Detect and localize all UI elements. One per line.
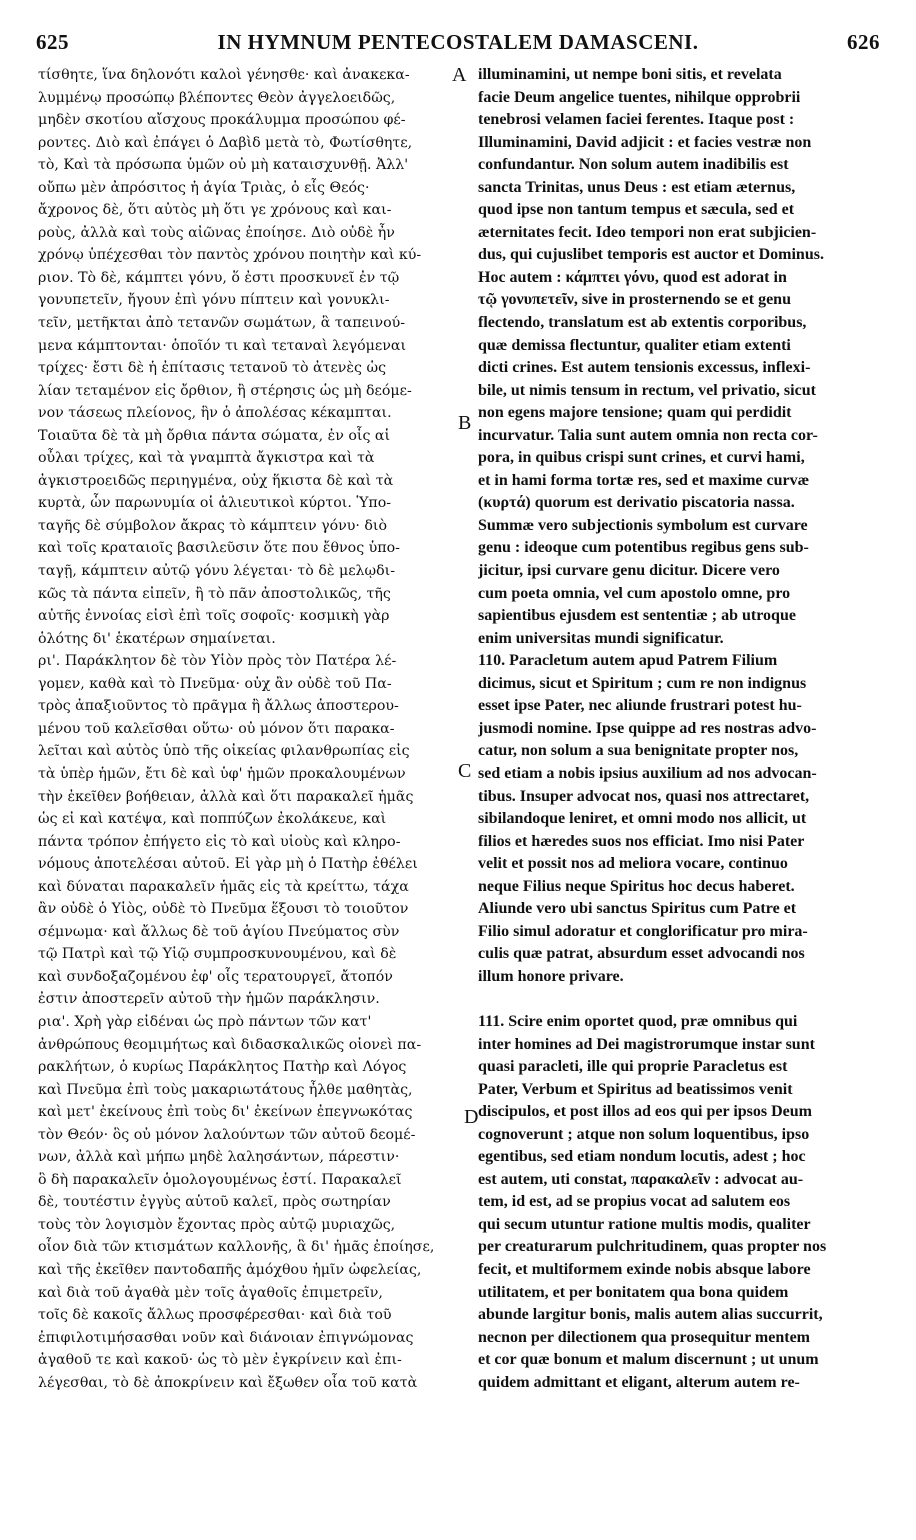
latin-text-column bbox=[478, 64, 878, 1394]
greek-text-line: ἂν οὐδὲ ὁ Υἱὸς, οὐδὲ τὸ Πνεῦμα ἕξουσι τὸ τοιοῦτον bbox=[38, 901, 409, 918]
latin-text-line: qui secum utuntur ratione multis modis, qualiter bbox=[478, 1215, 811, 1233]
greek-text-line: καὶ τοῖς κραταιοῖς βασιλεῦσιν ὅτε που ἔθνος ὑπο- bbox=[38, 540, 400, 557]
greek-text-line: νόμους ἀποτελέσαι αὐτοῦ. Εἰ γὰρ μὴ ὁ Πατὴρ ἐθέλει bbox=[38, 856, 418, 873]
page-number-left: 625 bbox=[36, 30, 69, 54]
latin-text-line: sed etiam a nobis ipsius auxilium ad nos advocan- bbox=[478, 764, 817, 782]
greek-text-line: ταγῇ, κάμπτειν αὐτῷ γόνυ λέγεται· τὸ δὲ μελῳδι- bbox=[38, 563, 396, 580]
latin-text-line: pora, in quibus crispi sunt crines, et curvi hami, bbox=[478, 449, 805, 467]
greek-text-line: τὸν Θεόν· ὃς οὐ μόνον λαλούντων τῶν αὐτοῦ δεομέ- bbox=[38, 1126, 416, 1143]
latin-text-line: jusmodi nomine. Ipse quippe ad res nostras advo- bbox=[478, 719, 817, 737]
latin-text-line: enim universitas mundi significatur. bbox=[478, 629, 724, 647]
greek-text-line: οἷον διὰ τῶν κτισμάτων καλλονῆς, ἃ δι' ἡμᾶς ἐποίησε, bbox=[38, 1239, 435, 1256]
latin-text-line: sapientibus ejusdem est sententiæ ; ab utroque bbox=[478, 607, 796, 625]
greek-text-line: αὐτῆς ἐννοίας εἰσὶ ἐπὶ τοῖς σοφοῖς· κοσμικὴ γὰρ bbox=[38, 608, 390, 625]
latin-text-line: tenebrosi velamen faciei ferentes. Itaque post : bbox=[478, 111, 795, 129]
greek-text-line: ρι'. Παράκλητον δὲ τὸν Υἱὸν πρὸς τὸν Πατέρα λέ- bbox=[38, 653, 397, 670]
latin-text-line: (κυρτά) quorum est derivatio piscatoria nassa. bbox=[478, 494, 795, 512]
latin-text-line: dicimus, sicut et Spiritum ; cum re non indignus bbox=[478, 674, 807, 692]
latin-text-line: illum honore privare. bbox=[478, 967, 624, 985]
latin-text-line: culis quæ patrat, absurdum esset advocandi nos bbox=[478, 945, 805, 963]
latin-text-line: cum poeta omnia, vel cum apostolo omne, pro bbox=[478, 584, 791, 602]
greek-text-line: ἐπιφιλοτιμήσασθαι νοῦν καὶ διάνοιαν ἐπιγνώμονας bbox=[38, 1329, 414, 1346]
greek-text-line: γονυπετεῖν, ἤγουν ἐπὶ γόνυ πίπτειν καὶ γονυκλι- bbox=[38, 292, 390, 309]
section-marker-a: A bbox=[452, 64, 467, 86]
latin-text-line: Summæ vero subjectionis symbolum est curvare bbox=[478, 516, 808, 534]
greek-text-line: ροντες. Διὸ καὶ ἐπάγει ὁ Δαβὶδ μετὰ τὸ, Φωτίσθητε, bbox=[38, 134, 413, 151]
latin-text-line: incurvatur. Talia sunt autem omnia non recta cor- bbox=[478, 426, 818, 444]
page-number-right: 626 bbox=[847, 30, 880, 54]
greek-text-line: οὔπω μὲν ἀπρόσιτος ἡ ἁγία Τριὰς, ὁ εἷς Θεός· bbox=[38, 179, 370, 196]
greek-text-line: πάντα τρόπον ἐπήγετο εἰς τὸ καὶ υἱοὺς καὶ κληρο- bbox=[38, 833, 401, 850]
page-header bbox=[36, 30, 880, 60]
section-marker-c: C bbox=[458, 760, 472, 782]
greek-text-line: λέγεσθαι, τὸ δὲ ἀποκρίνειν καὶ ἔξωθεν οἷα τοῦ κατὰ bbox=[38, 1374, 418, 1391]
latin-text-line: sancta Trinitas, unus Deus : est etiam æternus, bbox=[478, 178, 796, 196]
greek-text-line: ρια'. Χρὴ γὰρ εἰδέναι ὡς πρὸ πάντων τῶν κατ' bbox=[38, 1013, 372, 1030]
latin-text-line: quod ipse non tantum tempus et sæcula, sed et bbox=[478, 201, 795, 219]
section-marker-b: B bbox=[458, 412, 472, 434]
latin-text-line: Filio simul adoratur et conglorificatur pro mira- bbox=[478, 922, 808, 940]
latin-text-line: per creaturarum pulchritudinem, quas propter nos bbox=[478, 1238, 827, 1256]
greek-text-line: νων, ἀλλὰ καὶ μήπω μηδὲ λαλησάντων, πάρεστιν· bbox=[38, 1149, 400, 1166]
latin-text-line: non egens majore tensione; quam qui perdidit bbox=[478, 404, 792, 422]
latin-text-line: genu : ideoque cum potentibus regibus gens sub- bbox=[478, 539, 809, 557]
latin-text-line: et in hami forma tortæ res, sed et maxime curvæ bbox=[478, 471, 810, 489]
greek-text-line: τὴν ἐκεῖθεν βοήθειαν, ἀλλὰ καὶ ὅτι παρακαλεῖ ἡμᾶς bbox=[38, 788, 414, 805]
greek-text-line: ρακλήτων, ὁ κυρίως Παράκλητος Πατὴρ καὶ Λόγος bbox=[38, 1059, 407, 1076]
greek-text-line: μηδὲν σκοτίου αἴσχους προκάλυμμα προσώπου φέ- bbox=[38, 112, 406, 129]
latin-text-line: confundantur. Non solum autem inadibilis est bbox=[478, 156, 789, 174]
greek-text-line: καὶ δύναται παρακαλεῖν ἡμᾶς εἰς τὰ κρείττω, τάχα bbox=[38, 878, 409, 895]
greek-text-line: ροὺς, ἀλλὰ καὶ τοὺς αἰῶνας ἐποίησε. Διὸ οὐδὲ ἦν bbox=[38, 224, 395, 241]
section-marker-d: D bbox=[464, 1106, 479, 1128]
greek-text-line: τεῖν, μετῆκται ἀπὸ τετανῶν σωμάτων, ἃ ταπεινού- bbox=[38, 315, 406, 332]
greek-text-line: λυμμένῳ προσώπῳ βλέποντες Θεὸν ἀγγελοειδῶς, bbox=[38, 89, 396, 106]
latin-text-line: flectendo, translatum est ab extentis corporibus, bbox=[478, 314, 807, 332]
greek-text-line: μένου τοῦ καλεῖσθαι οὕτω· οὐ μόνον ὅτι παρακα- bbox=[38, 720, 395, 737]
greek-text-line: ὁλότης δι' ἑκατέρων σημαίνεται. bbox=[38, 630, 276, 647]
greek-text-line: γομεν, καθὰ καὶ τὸ Πνεῦμα· οὐχ ἂν οὐδὲ τοῦ Πα- bbox=[38, 675, 392, 692]
greek-text-line: τίσθητε, ἵνα δηλονότι καλοὶ γένησθε· καὶ ἀνακεκα- bbox=[38, 67, 410, 83]
latin-text-line: Pater, Verbum et Spiritus ad beatissimos venit bbox=[478, 1080, 793, 1098]
greek-text-line: καὶ τῆς ἐκεῖθεν παντοδαπῆς ἀμόχθου ἡμῖν ὠφελείας, bbox=[38, 1261, 422, 1278]
latin-text-line: bile, ut nimis tensum in rectum, vel privatio, sicut bbox=[478, 381, 816, 399]
greek-text-line: σέμνωμα· καὶ ἄλλως δὲ τοῦ ἁγίου Πνεύματος σὺν bbox=[38, 923, 400, 940]
latin-text-line: catur, non solum a sua benignitate propter nos, bbox=[478, 742, 799, 760]
greek-text-line: ὃ δὴ παρακαλεῖν ὁμολογουμένως ἐστί. Παρακαλεῖ bbox=[38, 1171, 402, 1188]
greek-text-line: μενα κάμπτονται· ὁποῖόν τι καὶ τεταναὶ λεγόμεναι bbox=[38, 337, 407, 354]
greek-text-line: κυρτὰ, ὧν παρωνυμία οἱ ἁλιευτικοὶ κύρτοι. Ὑπο- bbox=[38, 495, 392, 512]
latin-text-line: dicti crines. Est autem tensionis excessus, inflexi- bbox=[478, 359, 811, 377]
greek-text-line: οὖλαι τρίχες, καὶ τὰ γναμπτὰ ἄγκιστρα καὶ τὰ bbox=[38, 450, 375, 467]
greek-text-line: λίαν τεταμένον εἰς ὄρθιον, ἢ στέρησις ὡς μὴ δεόμε- bbox=[38, 382, 412, 399]
latin-text-line: quasi paracleti, ille qui proprie Paracletus est bbox=[478, 1058, 788, 1076]
latin-text-line: egentibus, sed etiam nondum locutis, adest ; hoc bbox=[478, 1148, 806, 1166]
latin-text-line: Aliunde vero ubi sanctus Spiritus cum Patre et bbox=[478, 900, 797, 918]
greek-text-line: ριον. Τὸ δὲ, κάμπτει γόνυ, ὅ ἐστι προσκυνεῖ ἐν τῷ bbox=[38, 269, 400, 286]
latin-text-line: et cor quæ bonum et malum discernunt ; ut unum bbox=[478, 1351, 819, 1369]
latin-text-line: tibus. Insuper advocat nos, quasi nos attrectaret, bbox=[478, 787, 810, 805]
running-title: IN HYMNUM PENTECOSTALEM DAMASCENI. bbox=[217, 30, 699, 54]
latin-text-line: neque Filius neque Spiritus hoc decus haberet. bbox=[478, 877, 795, 895]
latin-text-line: tem, id est, ad se propius vocat ad salutem eos bbox=[478, 1193, 791, 1211]
latin-text-line: abunde largitur bonis, malis autem alias succurrit, bbox=[478, 1306, 823, 1324]
greek-text-line: ἄχρονος δὲ, ὅτι αὐτὸς μὴ ὅτι γε χρόνους καὶ και- bbox=[38, 202, 392, 219]
latin-text-line: Illuminamini, David adjicit : et facies vestræ non bbox=[478, 133, 812, 151]
greek-text-line: ταγῆς δὲ σύμβολον ἄκρας τὸ κάμπτειν γόνυ· διὸ bbox=[38, 517, 388, 534]
greek-text-line: τρίχες· ἔστι δὲ ἡ ἐπίτασις τετανοῦ τὸ ἀτενὲς ὡς bbox=[38, 360, 387, 377]
greek-text-line: λεῖται καὶ αὐτὸς ὑπὸ τῆς οἰκείας φιλανθρωπίας εἰς bbox=[38, 743, 410, 760]
latin-text-line: inter homines ad Dei magistrorumque instar sunt bbox=[478, 1035, 815, 1053]
greek-text-line: τὰ ὑπὲρ ἡμῶν, ἔτι δὲ καὶ ὑφ' ἡμῶν προκαλουμένων bbox=[38, 765, 406, 782]
latin-text-line: discipulos, et post illos ad eos qui per ipsos Deum bbox=[478, 1103, 812, 1121]
greek-text-line: ὡς εἰ καὶ κατέψα, καὶ ποππύζων ἐκολάκευε, καὶ bbox=[38, 811, 387, 828]
latin-text-line: Hoc autem : κάμπτει γόνυ, quod est adorat in bbox=[478, 268, 787, 286]
greek-text-line: ἀγαθοῦ τε καὶ κακοῦ· ὡς τὸ μὲν ἐγκρίνειν καὶ ἐπι- bbox=[38, 1352, 402, 1369]
greek-text-line: Τοιαῦτα δὲ τὰ μὴ ὄρθια πάντα σώματα, ἐν οἷς αἱ bbox=[38, 427, 391, 444]
greek-text-line: ἐστιν ἀποστερεῖν αὐτοῦ τὴν ἡμῶν παράκλησιν. bbox=[38, 991, 380, 1008]
latin-text-line: necnon per dilectionem qua prosequitur mentem bbox=[478, 1328, 811, 1346]
latin-text-line: τῷ γονυπετεῖν, sive in prosternendo se et genu bbox=[478, 291, 791, 309]
greek-text-line: τῷ Πατρὶ καὶ τῷ Υἱῷ συμπροσκυνουμένου, καὶ δὲ bbox=[38, 946, 397, 963]
greek-text-column bbox=[38, 64, 454, 1394]
greek-text-line: ἀγκιστροειδῶς περιηγμένα, οὐχ ἥκιστα δὲ καὶ τὰ bbox=[38, 472, 394, 489]
greek-text-line: χρόνῳ ὑπέχεσθαι τὸν παντὸς χρόνου ποιητὴν καὶ κύ- bbox=[38, 247, 422, 264]
greek-text-line: δὲ, τουτέστιν ἐγγὺς αὑτοῦ καλεῖ, πρὸς σωτηρίαν bbox=[38, 1194, 391, 1211]
greek-text-line: τρὸς ἀπαξιοῦντος τὸ πρᾶγμα ἢ ἄλλως ἀποστερου- bbox=[38, 698, 399, 715]
latin-text-line: 110. Paracletum autem apud Patrem Filium bbox=[478, 652, 778, 670]
paragraph-gap bbox=[478, 988, 878, 1011]
latin-text-line: filios et hæredes suos nos efficiat. Imo nisi Pater bbox=[478, 832, 805, 850]
greek-text-line: τοῖς δὲ κακοῖς ἄλλως προσφέρεσθαι· καὶ διὰ τοῦ bbox=[38, 1307, 392, 1324]
greek-text-line: τοὺς τὸν λογισμὸν ἔχοντας πρὸς αὐτῷ μυριαχῶς, bbox=[38, 1216, 396, 1233]
latin-text-line: fecit, et multiformem exinde nobis absque labore bbox=[478, 1260, 811, 1278]
greek-text-line: καὶ διὰ τοῦ ἀγαθὰ μὲν τοῖς ἀγαθοῖς ἐπιμετρεῖν, bbox=[38, 1284, 383, 1301]
greek-text-line: καὶ μετ' ἐκείνους ἐπὶ τοὺς δι' ἐκείνων ἐπεγνωκότας bbox=[38, 1104, 413, 1121]
latin-text-line: quidem admittant et eligant, alterum autem re- bbox=[478, 1373, 800, 1391]
greek-text-line: τὸ, Καὶ τὰ πρόσωπα ὑμῶν οὐ μὴ καταισχυνθῇ. Ἀλλ' bbox=[38, 157, 409, 174]
latin-text-line: 111. Scire enim oportet quod, præ omnibus qui bbox=[478, 1012, 798, 1030]
latin-text-line: æternitates fecit. Ideo tempori non erat subjicien- bbox=[478, 223, 817, 241]
latin-text-line: quæ demissa flectuntur, qualiter etiam extenti bbox=[478, 336, 791, 354]
latin-text-line: illuminamini, ut nempe boni sitis, et revelata bbox=[478, 66, 782, 83]
latin-text-line: esset ipse Pater, nec aliunde frustrari potest hu- bbox=[478, 697, 802, 715]
latin-text-line: velit et possit nos ad meliora vocare, continuo bbox=[478, 855, 788, 873]
latin-text-line: cognoverunt ; atque non solum loquentibus, ipso bbox=[478, 1125, 810, 1143]
latin-text-line: facie Deum angelice tuentes, nihilque opprobrii bbox=[478, 88, 801, 106]
greek-text-line: καὶ συνδοξαζομένου ἐφ' οἷς τερατουργεῖ, ἄτοπόν bbox=[38, 968, 393, 985]
latin-text-line: est autem, uti constat, παρακαλεῖν : advocat au- bbox=[478, 1170, 804, 1188]
greek-text-line: ἀνθρώπους θεομιμήτως καὶ διδασκαλικῶς οἱονεὶ πα- bbox=[38, 1036, 422, 1053]
latin-text-line: dus, qui cujuslibet temporis est auctor et Dominus. bbox=[478, 246, 824, 264]
greek-text-line: κῶς τὰ πάντα εἰπεῖν, ἢ τὸ πᾶν ἀποστολικῶς, τῆς bbox=[38, 585, 391, 602]
greek-text-line: νον τάσεως πλείονος, ἣν ὁ ἀπολέσας κέκαμπται. bbox=[38, 405, 392, 422]
latin-text-line: utilitatem, et per bonitatem qua bona quidem bbox=[478, 1283, 789, 1301]
latin-text-line: jicitur, ipsi curvare genu dicitur. Dicere vero bbox=[478, 562, 780, 580]
greek-text-line: καὶ Πνεῦμα ἐπὶ τοὺς μακαριωτάτους ἦλθε μαθητὰς, bbox=[38, 1081, 413, 1098]
latin-text-line: sibilandoque leniret, et omni modo nos allicit, ut bbox=[478, 810, 807, 828]
